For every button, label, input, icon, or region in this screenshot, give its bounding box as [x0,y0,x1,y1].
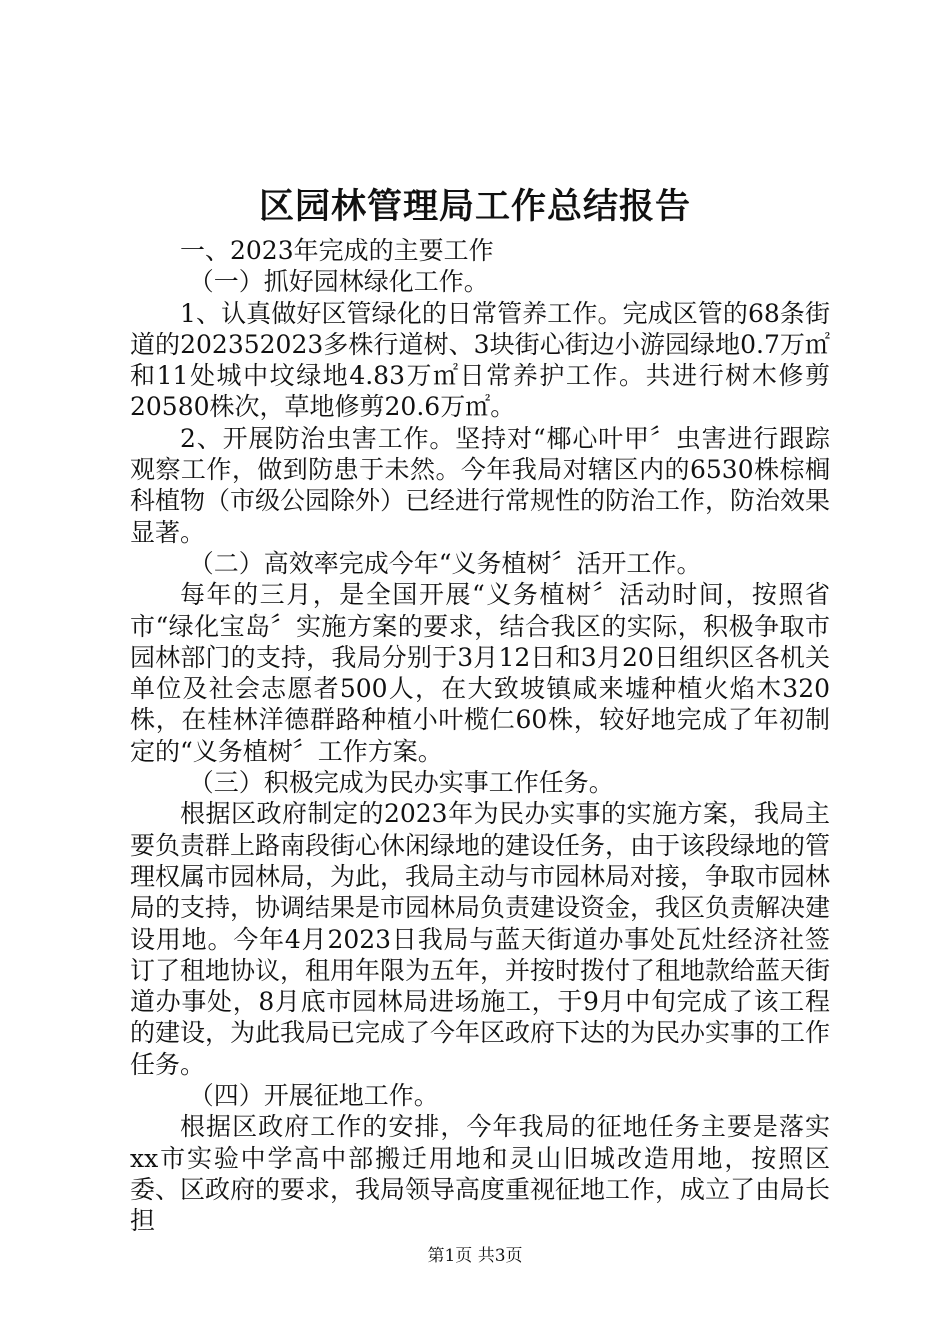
paragraph-public-projects: 根据区政府制定的2023年为民办实事的实施方案，我局主要负责群上路南段街心休闲绿地的建设任务，由于该段绿地的管理权属市园林局，为此，我局主动与市园林局对接，争取市园林局的支持，协调结果是市园林局负责建设资金，我区负责解决建设用地。今年4月2023日我局与蓝天街道办事处瓦灶经济社签订了租地协议，租用年限为五年，并按时拨付了租地款给蓝天街道办事处，8月底市园林局进场施工，于9月中旬完成了该工程的建设，为此我局已完成了今年区政府下达的为民办实事的工作任务。 [130,799,831,1079]
paragraph-greening-maintenance: 1、认真做好区管绿化的日常管养工作。完成区管的68条街道的202352023多株行道树、3块街心街边小游园绿地0.7万㎡和11处城中坟绿地4.83万㎡日常养护工作。共进行树木修剪20580株次，草地修剪20.6万㎡。 [130,298,830,422]
paragraph-tree-planting: 每年的三月，是全国开展“义务植树〞活动时间，按照省市“绿化宝岛〞实施方案的要求，结合我区的实际，积极争取市园林部门的支持，我局分别于3月12日和3月20日组织区各机关单位及社会志愿者500人，在大致坡镇咸来墟种植火焰木320株，在桂林洋德群路种植小叶榄仁60株，较好地完成了年初制定的“义务植树〞工作方案。 [130,580,830,766]
document-title: 区园林管理局工作总结报告 [258,186,691,227]
paragraph-pest-control: 2、开展防治虫害工作。坚持对“椰心叶甲〞虫害进行跟踪观察工作，做到防患于未然。今年我局对辖区内的6530株棕榈科植物（市级公园除外）已经进行常规性的防治工作，防治效果显著。 [130,423,831,547]
document-body [130,235,830,1237]
subsection-heading-1: （一）抓好园林绿化工作。 [188,267,489,297]
page-footer: 第1页 共3页 [427,1246,523,1266]
subsection-heading-2: （二）高效率完成今年“义务植树〞活开工作。 [188,548,702,578]
paragraph-land-acquisition: 根据区政府工作的安排，今年我局的征地任务主要是落实xx市实验中学高中部搬迁用地和灵山旧城改造用地，按照区委、区政府的要求，我局领导高度重视征地工作，成立了由局长担 [130,1112,831,1236]
section-heading-1: 一、2023年完成的主要工作 [180,236,494,265]
subsection-heading-4: （四）开展征地工作。 [188,1081,439,1111]
subsection-heading-3: （三）积极完成为民办实事工作任务。 [188,768,614,798]
